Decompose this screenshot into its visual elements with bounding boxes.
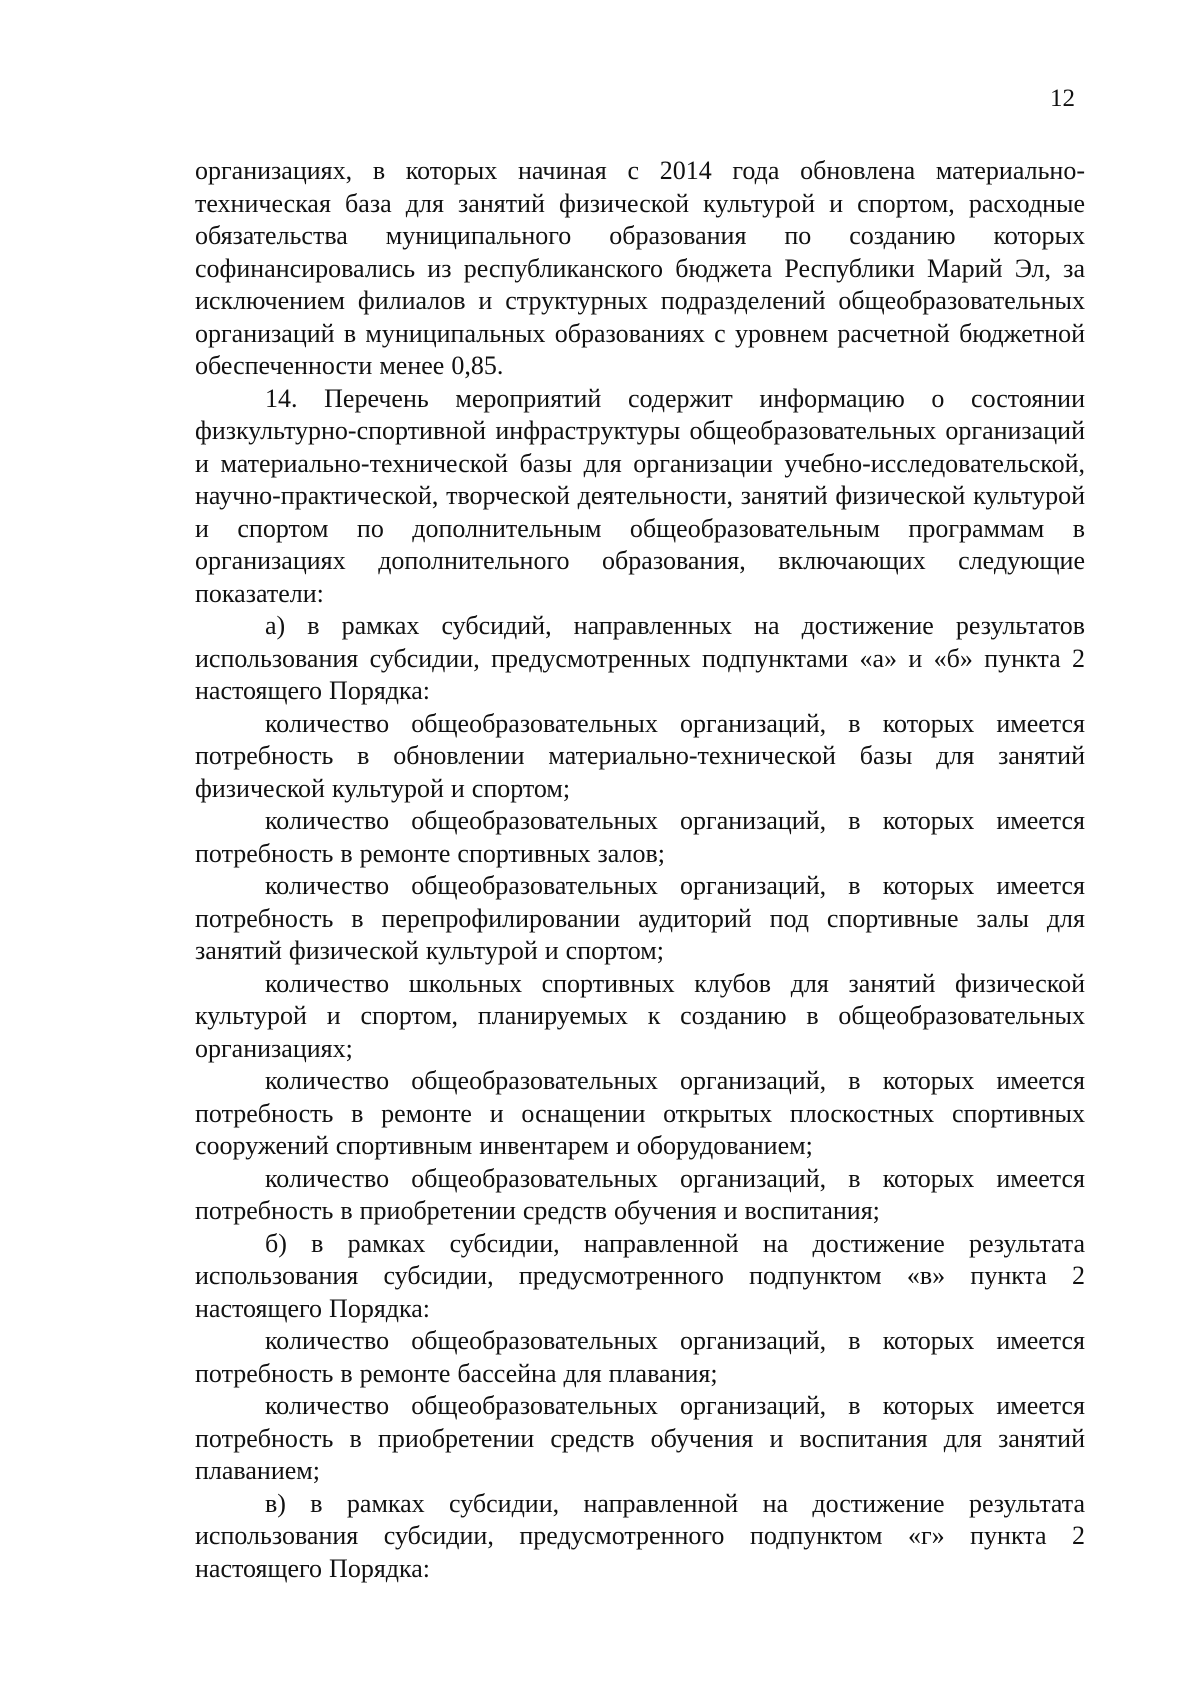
page-number: 12 [1050,85,1075,112]
paragraph-item-14: 14. Перечень мероприятий содержит информацию о состоянии физкультурно-спортивной инфраструктуры общеобразовательных организаций и материально-технической базы для организации учебно-исследовательской, научно-практической, творческой деятельности, занятий физической культурой и спортом по дополнительным общеобразовательным программам в организациях дополнительного образования, включающих следующие показатели: [195,383,1085,608]
paragraph-subitem-v: в) в рамках субсидии, направленной на достижение результата использования субсидии, предусмотренного подпунктом «г» пункта 2 настоящего Порядка: [195,1488,1085,1583]
paragraph-indicator: количество общеобразовательных организаций, в которых имеется потребность в перепрофилировании аудиторий под спортивные залы для занятий физической культурой и спортом; [195,871,1085,965]
paragraph-indicator: количество общеобразовательных организаций, в которых имеется потребность в ремонте и оснащении открытых плоскостных спортивных сооружений спортивным инвентарем и оборудованием; [195,1066,1085,1160]
paragraph-continuation: организациях, в которых начиная с 2014 года обновлена материально-техническая база для занятий физической культурой и спортом, расходные обязательства муниципального образования по созданию которых софинансировались из республиканского бюджета Республики Марий Эл, за исключением филиалов и структурных подразделений общеобразовательных организаций в муниципальных образованиях с уровнем расчетной бюджетной обеспеченности менее 0,85. [195,156,1085,380]
paragraph-indicator: количество общеобразовательных организаций, в которых имеется потребность в ремонте спортивных залов; [195,806,1085,868]
document-body [195,155,1085,1585]
paragraph-indicator: количество общеобразовательных организаций, в которых имеется потребность в ремонте бассейна для плавания; [195,1326,1085,1388]
paragraph-indicator: количество школьных спортивных клубов для занятий физической культурой и спортом, планируемых к созданию в общеобразовательных организациях; [195,968,1085,1063]
paragraph-subitem-a: а) в рамках субсидий, направленных на достижение результатов использования субсидии, предусмотренных подпунктами «а» и «б» пункта 2 настоящего Порядка: [195,611,1085,705]
paragraph-indicator: количество общеобразовательных организаций, в которых имеется потребность в приобретении средств обучения и воспитания для занятий плаванием; [195,1391,1085,1485]
paragraph-subitem-b: б) в рамках субсидии, направленной на достижение результата использования субсидии, предусмотренного подпунктом «в» пункта 2 настоящего Порядка: [195,1228,1085,1323]
paragraph-indicator: количество общеобразовательных организаций, в которых имеется потребность в обновлении материально-технической базы для занятий физической культурой и спортом; [195,708,1085,803]
paragraph-indicator: количество общеобразовательных организаций, в которых имеется потребность в приобретении средств обучения и воспитания; [195,1163,1085,1225]
